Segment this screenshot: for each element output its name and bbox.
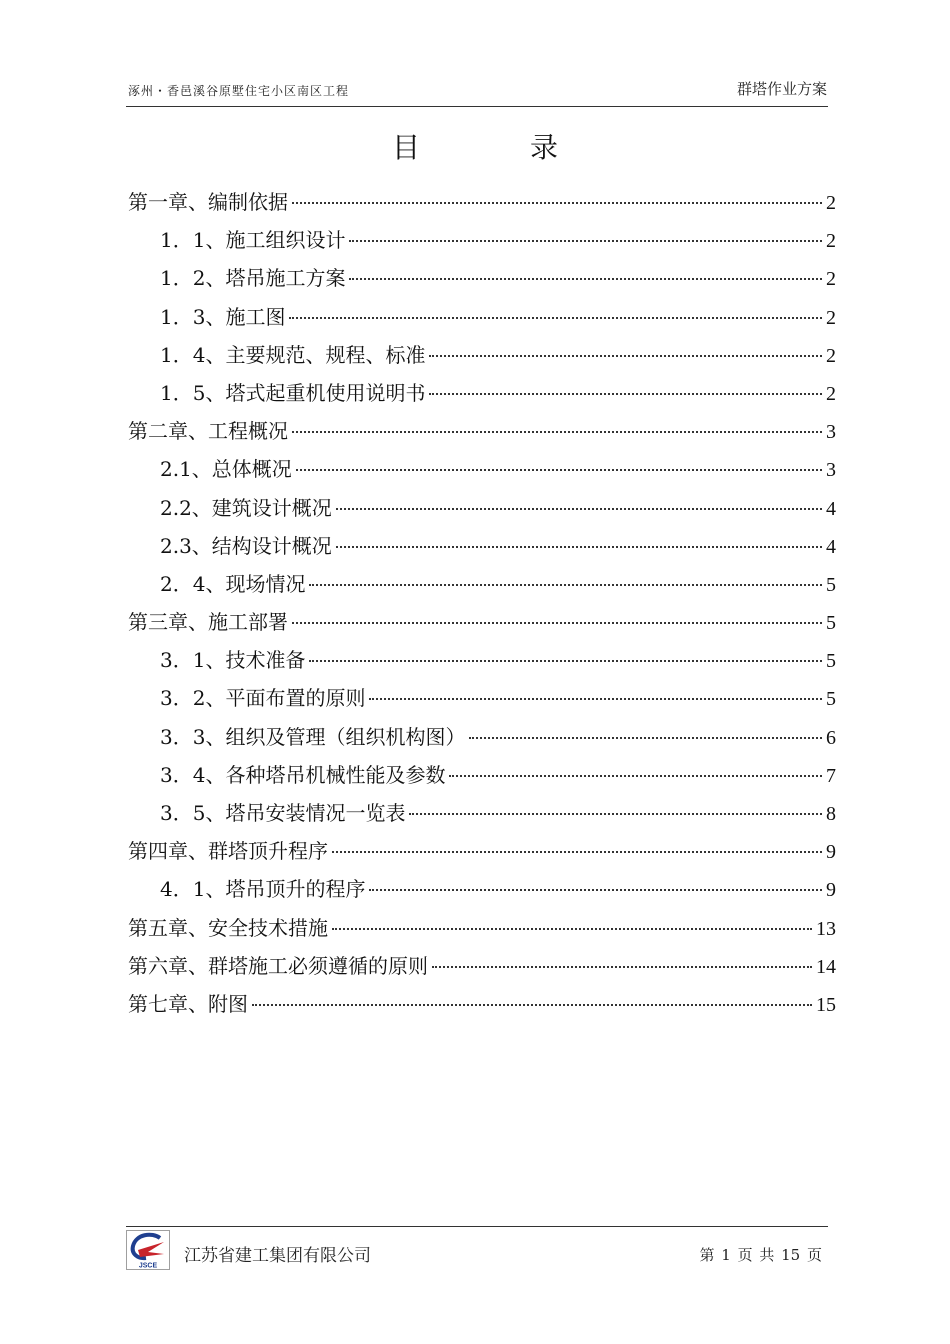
- toc-section-entry[interactable]: [128, 450, 836, 488]
- toc-entry-page: 2: [826, 192, 836, 214]
- toc-heading-right: 录: [530, 131, 559, 164]
- toc-section-entry[interactable]: [128, 489, 836, 527]
- toc-entry-title: 第五章、安全技术措施: [128, 915, 328, 940]
- toc-entry-title: 第三章、施工部署: [128, 610, 288, 635]
- header-document-title: 群塔作业方案: [736, 80, 827, 98]
- footer-company-name: 江苏省建工集团有限公司: [184, 1246, 371, 1266]
- toc-dot-leader: [349, 240, 822, 242]
- toc-dot-leader: [349, 278, 822, 280]
- toc-entry-page: 5: [826, 573, 836, 596]
- toc-entry-title: 3．4、各种塔吊机械性能及参数: [160, 762, 446, 787]
- toc-dot-leader: [449, 775, 822, 777]
- toc-entry-page: 15: [816, 993, 836, 1016]
- toc-entry-page: 2: [826, 344, 836, 367]
- toc-entry-page: 8: [826, 803, 836, 825]
- toc-dot-leader: [409, 813, 822, 815]
- toc-entry-title: 2.3、结构设计概况: [160, 533, 332, 558]
- toc-entry-page: 2: [826, 230, 836, 253]
- toc-entry-page: 9: [826, 879, 836, 902]
- toc-chapter-entry[interactable]: [128, 183, 836, 221]
- toc-section-entry[interactable]: [128, 870, 836, 908]
- toc-entry-page: 14: [816, 955, 836, 978]
- toc-section-entry[interactable]: [128, 221, 836, 259]
- header-divider: [126, 106, 828, 107]
- toc-chapter-entry[interactable]: [128, 909, 836, 947]
- toc-entry-page: 7: [826, 764, 836, 787]
- toc-entry-title: 2．4、现场情况: [160, 571, 306, 596]
- header-project-name: 涿州・香邑溪谷原墅住宅小区南区工程: [128, 84, 350, 98]
- toc-entry-page: 2: [826, 382, 836, 405]
- toc-section-entry[interactable]: [128, 756, 836, 794]
- toc-entry-title: 1．3、施工图: [160, 304, 286, 329]
- toc-dot-leader: [369, 698, 822, 700]
- toc-entry-page: 13: [816, 917, 836, 940]
- toc-section-entry[interactable]: [128, 336, 836, 374]
- toc-entry-title: 1．1、施工组织设计: [160, 228, 346, 253]
- toc-dot-leader: [429, 355, 822, 357]
- toc-dot-leader: [289, 317, 822, 319]
- toc-heading: [0, 126, 950, 166]
- toc-entry-title: 第四章、群塔顶升程序: [128, 839, 328, 864]
- toc-chapter-entry[interactable]: [128, 947, 836, 985]
- toc-entry-title: 第一章、编制依据: [128, 190, 288, 214]
- toc-dot-leader: [336, 546, 822, 548]
- table-of-contents: [128, 183, 836, 1023]
- toc-dot-leader: [332, 928, 812, 930]
- toc-dot-leader: [252, 1004, 812, 1006]
- toc-entry-title: 第二章、工程概况: [128, 419, 288, 444]
- toc-section-entry[interactable]: [128, 527, 836, 565]
- toc-section-entry[interactable]: [128, 298, 836, 336]
- toc-entry-page: 5: [826, 612, 836, 635]
- toc-dot-leader: [292, 431, 822, 433]
- toc-entry-title: 1．2、塔吊施工方案: [160, 266, 346, 291]
- toc-entry-title: 第七章、附图: [128, 991, 248, 1016]
- toc-section-entry[interactable]: [128, 259, 836, 297]
- toc-section-entry[interactable]: [128, 794, 836, 832]
- toc-dot-leader: [309, 584, 822, 586]
- toc-entry-page: 2: [826, 306, 836, 329]
- toc-dot-leader: [469, 737, 822, 739]
- toc-entry-title: 2.2、建筑设计概况: [160, 495, 332, 520]
- toc-entry-page: 5: [826, 688, 836, 711]
- toc-entry-page: 3: [826, 459, 836, 482]
- toc-entry-title: 第六章、群塔施工必须遵循的原则: [128, 953, 428, 978]
- toc-entry-page: 3: [826, 421, 836, 444]
- company-logo-icon: [126, 1230, 170, 1270]
- toc-entry-title: 3．5、塔吊安装情况一览表: [160, 801, 406, 825]
- toc-section-entry[interactable]: [128, 565, 836, 603]
- toc-entry-page: 2: [826, 268, 836, 291]
- toc-entry-page: 5: [826, 650, 836, 673]
- toc-chapter-entry[interactable]: [128, 985, 836, 1023]
- toc-chapter-entry[interactable]: [128, 412, 836, 450]
- toc-dot-leader: [432, 966, 812, 968]
- toc-entry-title: 3．3、组织及管理（组织机构图）: [160, 724, 466, 749]
- toc-entry-page: 9: [826, 841, 836, 864]
- toc-dot-leader: [336, 508, 822, 510]
- toc-entry-title: 1．5、塔式起重机使用说明书: [160, 380, 426, 405]
- toc-entry-title: 2.1、总体概况: [160, 457, 292, 482]
- toc-chapter-entry[interactable]: [128, 603, 836, 641]
- toc-entry-page: 4: [826, 535, 836, 558]
- toc-chapter-entry[interactable]: [128, 832, 836, 870]
- toc-section-entry[interactable]: [128, 718, 836, 756]
- toc-dot-leader: [332, 851, 822, 853]
- toc-entry-title: 1．4、主要规范、规程、标准: [160, 342, 426, 367]
- toc-dot-leader: [309, 660, 822, 662]
- toc-dot-leader: [369, 889, 822, 891]
- footer-page-number: 第 1 页 共 15 页: [699, 1246, 822, 1264]
- logo-lettering: JSCE: [138, 1262, 158, 1270]
- toc-dot-leader: [292, 622, 822, 624]
- toc-entry-page: 6: [826, 726, 836, 749]
- toc-dot-leader: [429, 393, 822, 395]
- toc-entry-title: 3．2、平面布置的原则: [160, 686, 366, 711]
- toc-section-entry[interactable]: [128, 374, 836, 412]
- toc-heading-left: 目: [391, 131, 420, 164]
- toc-section-entry[interactable]: [128, 641, 836, 679]
- toc-entry-title: 3．1、技术准备: [160, 648, 306, 673]
- toc-dot-leader: [296, 469, 822, 471]
- toc-section-entry[interactable]: [128, 679, 836, 717]
- toc-dot-leader: [292, 202, 822, 204]
- toc-entry-page: 4: [826, 497, 836, 520]
- toc-entry-title: 4．1、塔吊顶升的程序: [160, 877, 366, 902]
- footer-divider: [126, 1226, 828, 1227]
